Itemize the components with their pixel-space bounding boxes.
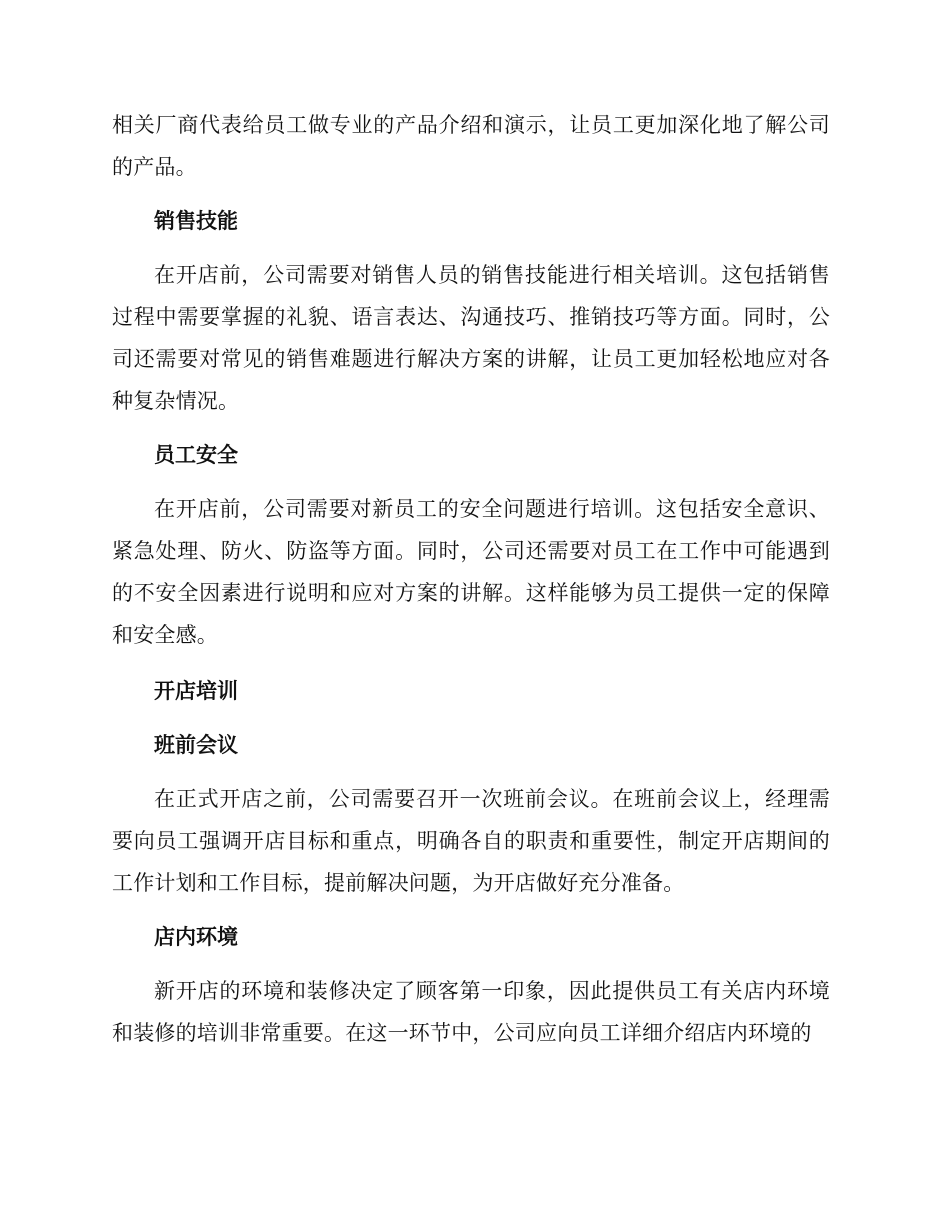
heading-employee-safety: 员工安全 — [154, 443, 238, 467]
paragraph-product-intro: 相关厂商代表给员工做专业的产品介绍和演示，让员工更加深化地了解公司的产品。 — [112, 113, 830, 179]
paragraph-store-environment: 新开店的环境和装修决定了顾客第一印象，因此提供员工有关店内环境和装修的培训非常重要。在这一环节中，公司应向员工详细介绍店内环境的 — [112, 979, 830, 1045]
document-page — [112, 104, 830, 1054]
paragraph-pre-shift-meeting: 在正式开店之前，公司需要召开一次班前会议。在班前会议上，经理需要向员工强调开店目标和重点，明确各自的职责和重要性，制定开店期间的工作计划和工作目标，提前解决问题，为开店做好充分准备。 — [112, 787, 830, 895]
paragraph-employee-safety: 在开店前，公司需要对新员工的安全问题进行培训。这包括安全意识、紧急处理、防火、防盗等方面。同时，公司还需要对员工在工作中可能遇到的不安全因素进行说明和应对方案的讲解。这样能够为员工提供一定的保障和安全感。 — [112, 497, 830, 647]
paragraph-sales-skills: 在开店前，公司需要对销售人员的销售技能进行相关培训。这包括销售过程中需要掌握的礼貌、语言表达、沟通技巧、推销技巧等方面。同时，公司还需要对常见的销售难题进行解决方案的讲解，让员工更加轻松地应对各种复杂情况。 — [112, 263, 830, 413]
heading-sales-skills: 销售技能 — [154, 209, 238, 233]
heading-store-environment: 店内环境 — [154, 925, 238, 949]
heading-pre-shift-meeting: 班前会议 — [154, 733, 238, 757]
heading-opening-training: 开店培训 — [154, 679, 238, 703]
